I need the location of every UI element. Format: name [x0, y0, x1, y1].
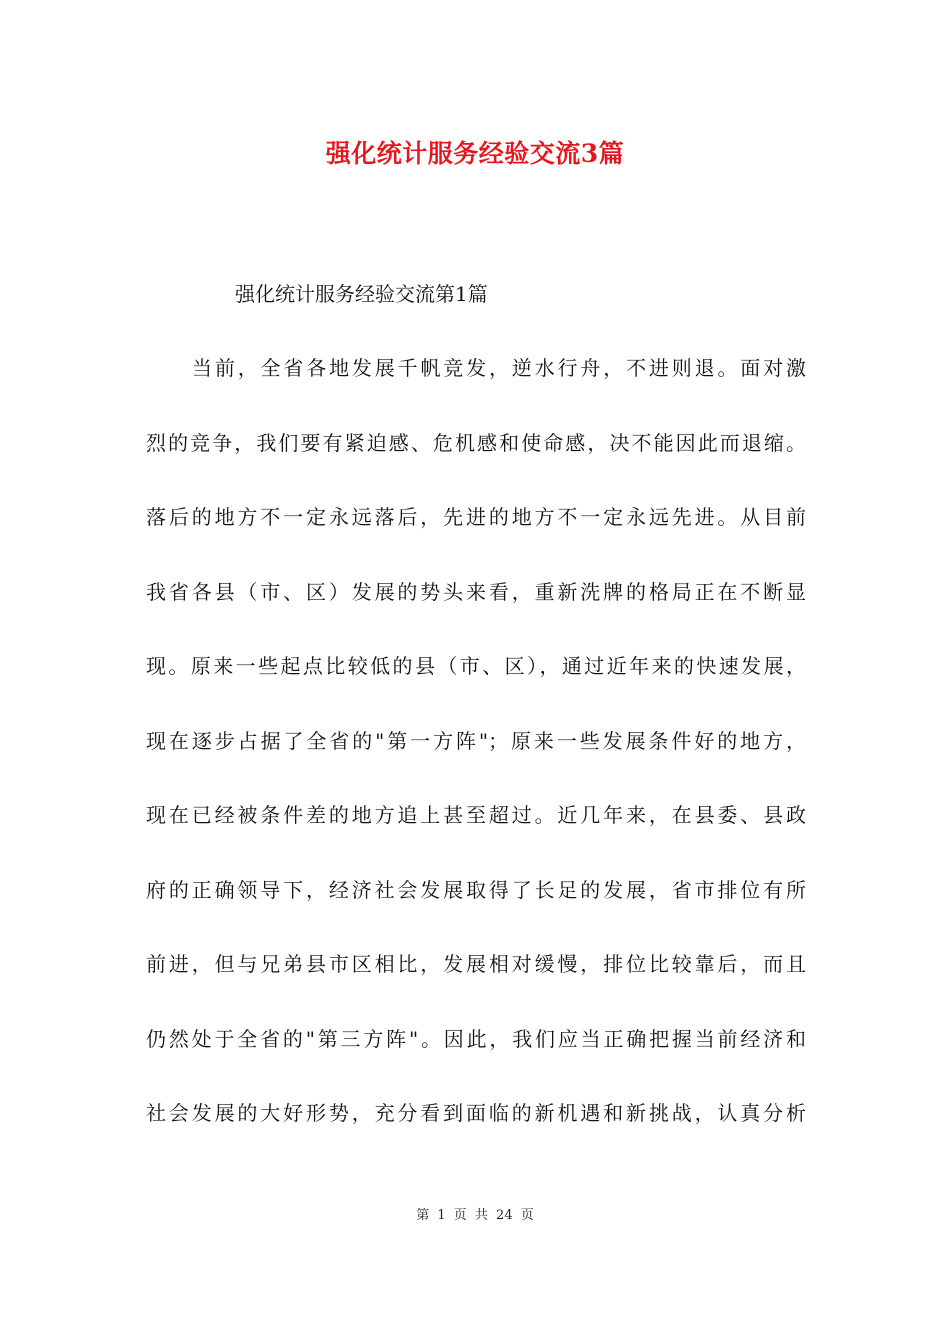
paragraph-line: 落后的地方不一定永远落后，先进的地方不一定永远先进。从目前 — [146, 505, 806, 529]
paragraph-line: 社会发展的大好形势，充分看到面临的新机遇和新挑战，认真分析 — [146, 1101, 806, 1125]
paragraph-line: 前进，但与兄弟县市区相比，发展相对缓慢，排位比较靠后，而且 — [146, 952, 806, 976]
page-number-footer: 第 1 页 共 24 页 — [416, 1208, 534, 1223]
section-heading: 强化统计服务经验交流第1篇 — [235, 282, 488, 306]
paragraph-line: 烈的竞争，我们要有紧迫感、危机感和使命感，决不能因此而退缩。 — [146, 430, 806, 455]
body-paragraph — [146, 348, 806, 1168]
paragraph-line: 现。原来一些起点比较低的县（市、区），通过近年来的快速发展， — [146, 654, 806, 678]
paragraph-line: 现在已经被条件差的地方追上甚至超过。近几年来，在县委、县政 — [146, 803, 806, 827]
paragraph-line: 仍然处于全省的"第三方阵"。因此，我们应当正确把握当前经济和 — [146, 1026, 806, 1051]
paragraph-line: 当前，全省各地发展千帆竞发，逆水行舟，不进则退。面对激 — [192, 356, 806, 380]
document-title: 强化统计服务经验交流3篇 — [325, 139, 625, 168]
paragraph-line: 我省各县（市、区）发展的势头来看，重新洗牌的格局正在不断显 — [146, 579, 806, 604]
paragraph-line: 府的正确领导下，经济社会发展取得了长足的发展，省市排位有所 — [146, 877, 806, 902]
paragraph-line: 现在逐步占据了全省的"第一方阵"；原来一些发展条件好的地方， — [146, 728, 806, 753]
